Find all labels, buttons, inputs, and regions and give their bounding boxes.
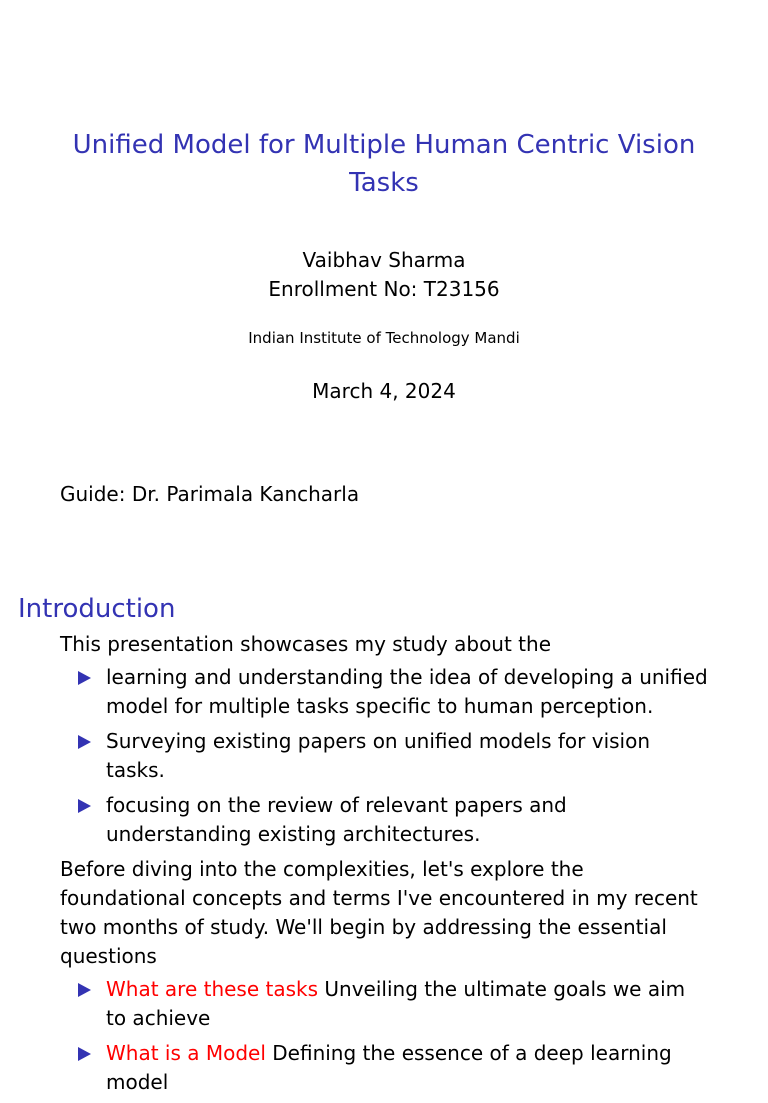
triangle-bullet-icon <box>78 671 91 685</box>
introduction-slide <box>0 576 768 1094</box>
author-block <box>0 246 768 304</box>
list-item <box>60 727 710 785</box>
author-name: Vaibhav Sharma <box>302 248 466 272</box>
list-item <box>60 975 710 1033</box>
presentation-title: Unified Model for Multiple Human Centric Vision Tasks <box>72 130 696 198</box>
triangle-bullet-icon <box>78 1047 91 1061</box>
question-highlight: What is a Model <box>106 1041 266 1065</box>
guide-name: Guide: Dr. Parimala Kancharla <box>60 482 360 506</box>
enrollment-number: Enrollment No: T23156 <box>268 277 500 301</box>
presentation-date: March 4, 2024 <box>312 379 456 403</box>
question-text: Defining the essence of a deep learning model <box>106 1041 672 1094</box>
bullet-text: focusing on the review of relevant papers and understanding existing architectures. <box>106 793 567 846</box>
intro-paragraph: Before diving into the complexities, let's explore the foundational concepts and terms I've encountered in my recent two months of study. We'll begin by addressing the essential questions <box>60 857 698 968</box>
questions-bullet-list <box>60 975 710 1097</box>
triangle-bullet-icon <box>78 799 91 813</box>
study-bullet-list <box>60 663 710 849</box>
intro-lead: This presentation showcases my study about the <box>60 632 552 656</box>
frame-title: Introduction <box>18 594 176 624</box>
introduction-body <box>60 630 710 1103</box>
bullet-text: Surveying existing papers on unified models for vision tasks. <box>106 729 651 782</box>
institute-name: Indian Institute of Technology Mandi <box>248 329 520 347</box>
triangle-bullet-icon <box>78 983 91 997</box>
list-item <box>60 1039 710 1097</box>
question-text: Unveiling the ultimate goals we aim to achieve <box>106 977 686 1030</box>
list-item <box>60 663 710 721</box>
triangle-bullet-icon <box>78 735 91 749</box>
bullet-text: learning and understanding the idea of developing a unified model for multiple tasks specific to human perception. <box>106 665 708 718</box>
list-item <box>60 791 710 849</box>
question-highlight: What are these tasks <box>106 977 319 1001</box>
